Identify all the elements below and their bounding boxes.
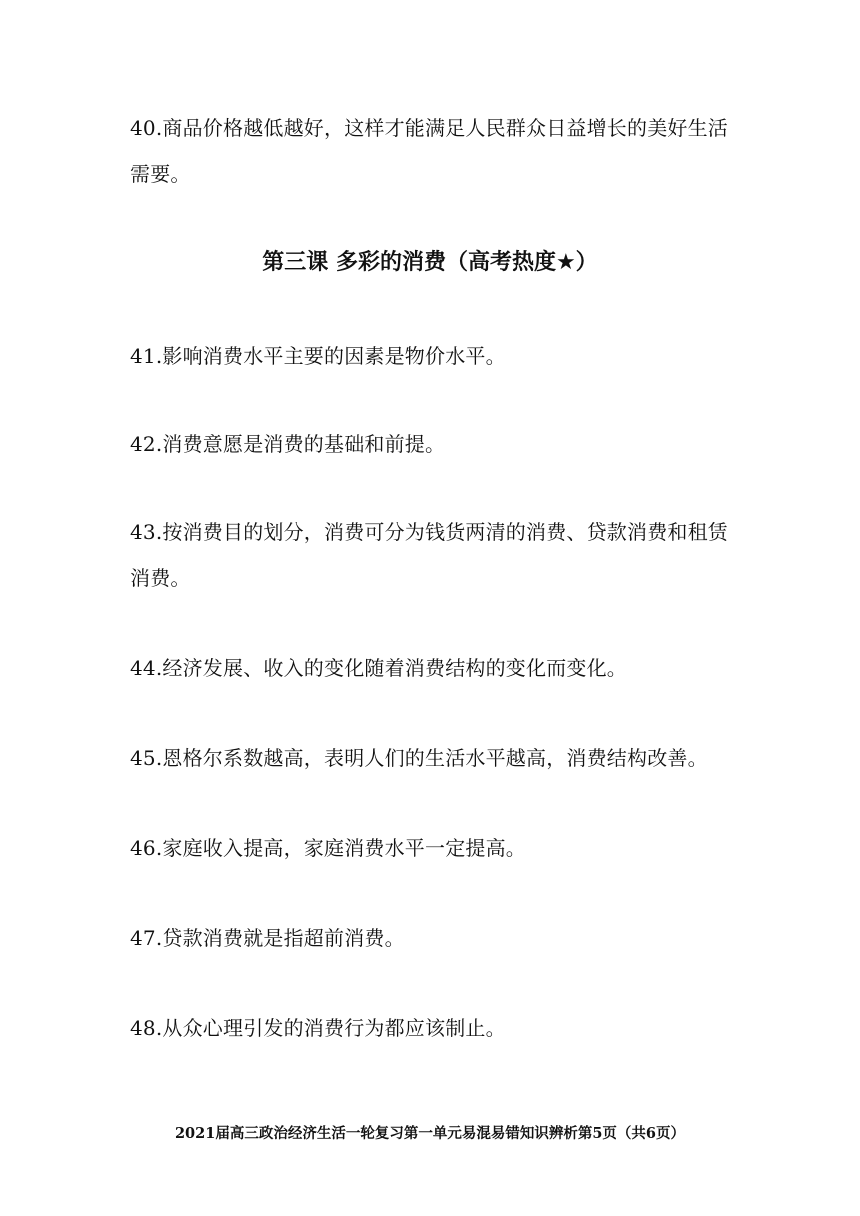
page-footer: 2021届高三政治经济生活一轮复习第一单元易混易错知识辨析第5页（共6页） — [174, 1125, 686, 1142]
section-heading: 第三课 多彩的消费（高考热度★） — [262, 250, 598, 275]
statement-47: 47.贷款消费就是指超前消费。 — [130, 926, 405, 950]
statement-42: 42.消费意愿是消费的基础和前提。 — [130, 432, 446, 456]
statement-46: 46.家庭收入提高，家庭消费水平一定提高。 — [130, 836, 527, 860]
statement-44: 44.经济发展、收入的变化随着消费结构的变化而变化。 — [130, 656, 628, 680]
statement-41: 41.影响消费水平主要的因素是物价水平。 — [130, 344, 506, 368]
statement-40: 40.商品价格越低越好，这样才能满足人民群众日益增长的美好生活需要。 — [130, 116, 729, 186]
statement-43: 43.按消费目的划分，消费可分为钱货两清的消费、贷款消费和租赁消费。 — [130, 520, 729, 590]
statement-48: 48.从众心理引发的消费行为都应该制止。 — [130, 1016, 506, 1040]
statement-45: 45.恩格尔系数越高，表明人们的生活水平越高，消费结构改善。 — [130, 746, 708, 770]
